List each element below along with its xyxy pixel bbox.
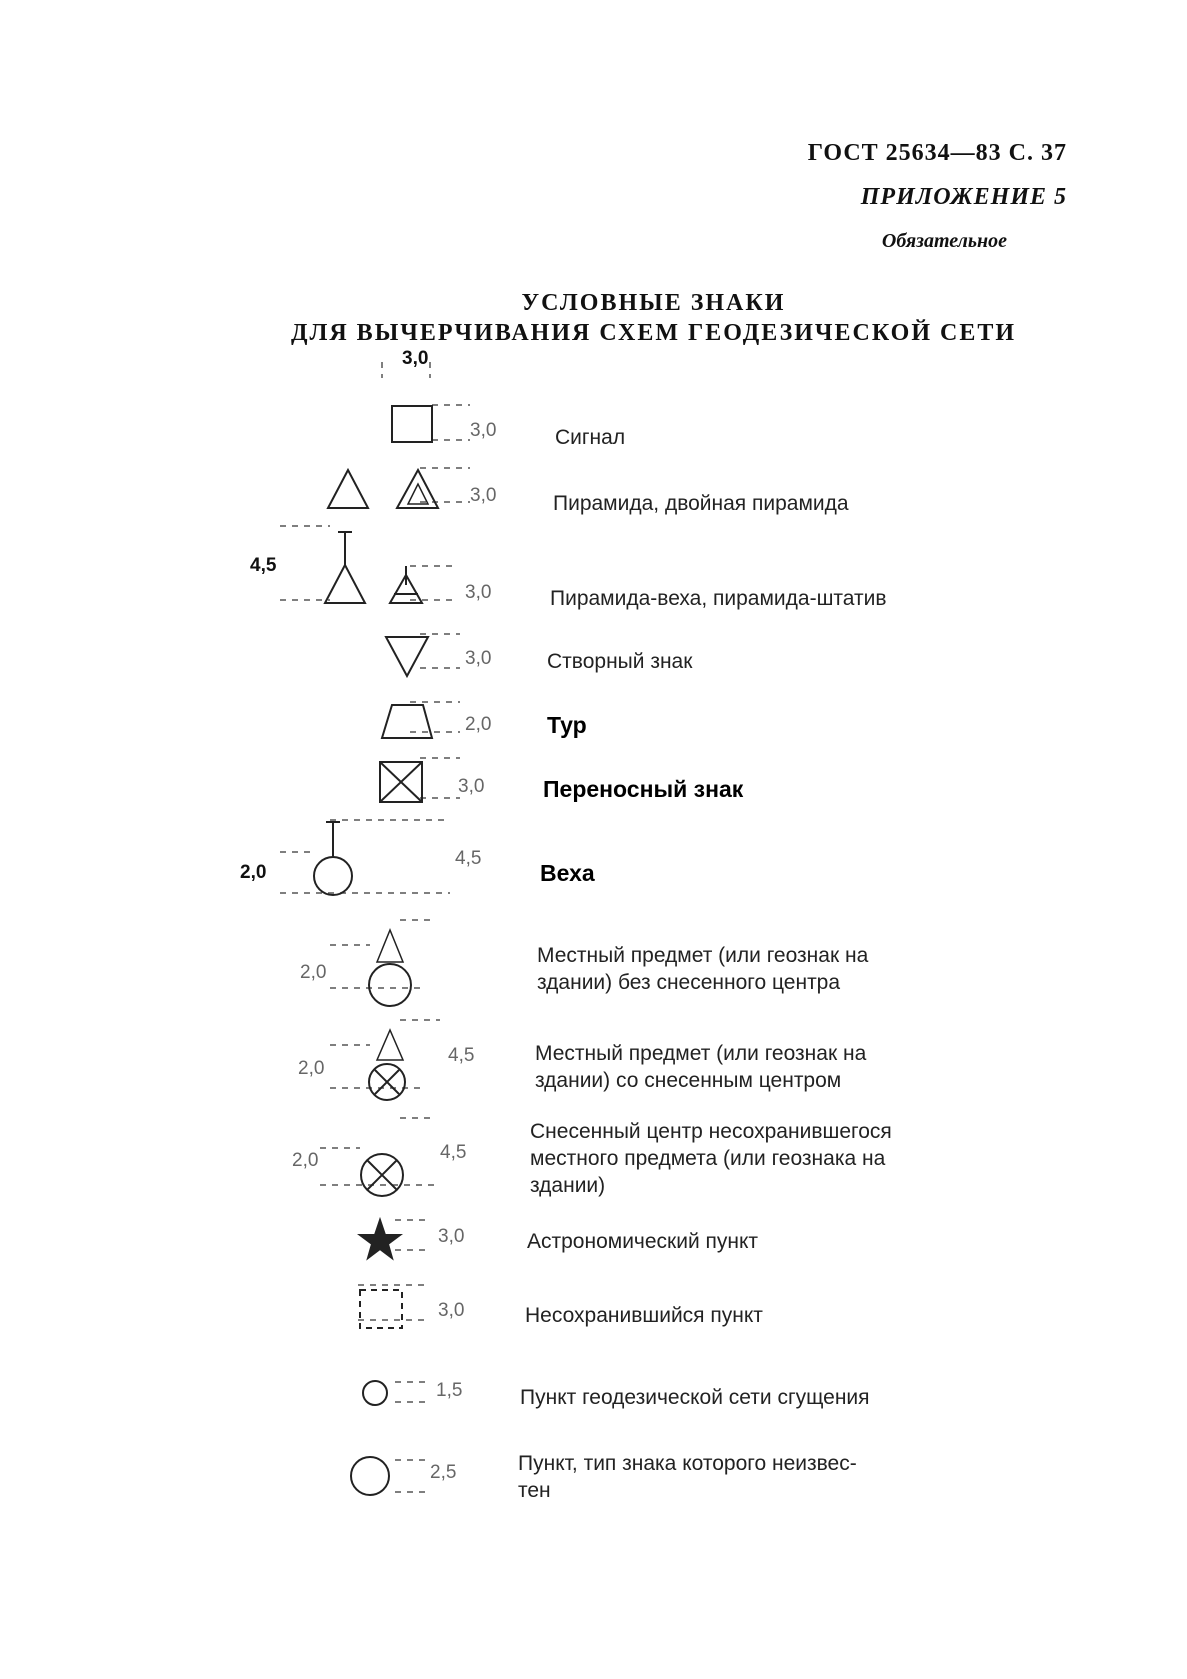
- label-mestny-2: Местный предмет (или геознак на здании) со снесенным центром: [535, 1042, 867, 1092]
- label-tur: Тур: [547, 712, 587, 738]
- dim-stvorny: 3,0: [465, 648, 492, 669]
- top-dimension: 3,0: [402, 348, 429, 369]
- signal-icon: [392, 406, 432, 442]
- dim-snesenny-left: 2,0: [292, 1150, 319, 1171]
- dim-pyramid-veha: 3,0: [465, 582, 492, 603]
- dim-perenosny: 3,0: [458, 776, 485, 797]
- label-stvorny: Створный знак: [547, 650, 693, 673]
- appendix-title: ПРИЛОЖЕНИЕ 5: [860, 184, 1067, 210]
- page-subtitle: ДЛЯ ВЫЧЕРЧИВАНИЯ СХЕМ ГЕОДЕЗИЧЕСКОЙ СЕТИ: [290, 320, 1017, 346]
- page-title: УСЛОВНЫЕ ЗНАКИ: [521, 290, 786, 316]
- dim-veha-right: 4,5: [455, 848, 482, 869]
- label-nesohr: Несохранившийся пункт: [525, 1304, 763, 1327]
- label-pyramid-veha: Пирамида-веха, пирамида-штатив: [550, 587, 887, 610]
- label-veha: Веха: [540, 860, 595, 886]
- label-astro: Астрономический пункт: [527, 1230, 759, 1253]
- label-signal: Сигнал: [555, 426, 626, 449]
- dim-pyramid-veha-height: 4,5: [250, 555, 277, 576]
- standard-code: ГОСТ 25634—83 С. 37: [807, 140, 1067, 166]
- dim-sgushch: 1,5: [436, 1380, 463, 1401]
- dim-signal: 3,0: [470, 420, 497, 441]
- dim-astro: 3,0: [438, 1226, 465, 1247]
- label-neizv: Пункт, тип знака которого неизвес- тен: [518, 1452, 857, 1502]
- dim-mestny-1: 2,0: [300, 962, 327, 983]
- label-snesenny: Снесенный центр несохранившегося местного предмета (или геознака на здании): [530, 1120, 892, 1197]
- dim-nesohr: 3,0: [438, 1300, 465, 1321]
- dim-veha-left: 2,0: [240, 862, 267, 883]
- dim-mestny-2-left: 2,0: [298, 1058, 325, 1079]
- label-sgushch: Пункт геодезической сети сгущения: [520, 1386, 870, 1409]
- label-perenosny: Переносный знак: [543, 776, 744, 802]
- dim-neizv: 2,5: [430, 1462, 457, 1483]
- label-pyramid: Пирамида, двойная пирамида: [553, 492, 849, 515]
- dim-mestny-2-right: 4,5: [448, 1045, 475, 1066]
- dim-pyramid: 3,0: [470, 485, 497, 506]
- label-mestny-1: Местный предмет (или геознак на здании) без снесенного центра: [537, 944, 869, 994]
- requirement-note: Обязательное: [881, 230, 1007, 252]
- dim-tur: 2,0: [465, 714, 492, 735]
- dim-snesenny-right: 4,5: [440, 1142, 467, 1163]
